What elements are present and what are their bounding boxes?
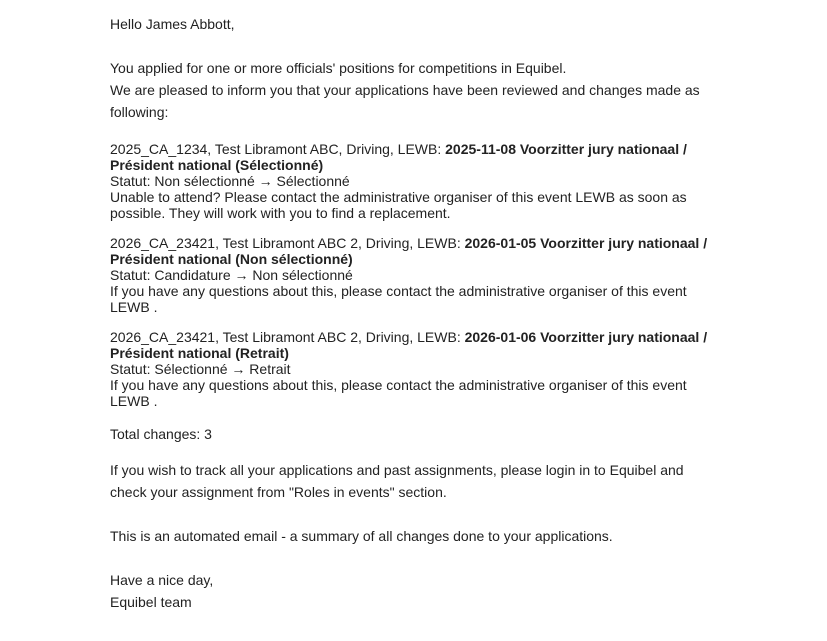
change-note: Unable to attend? Please contact the administrative organiser of this event LEWB as soon as possible. They will work with you to find a replacement.: [110, 189, 687, 221]
total-changes: Total changes: 3: [110, 426, 212, 442]
change-event: 2025_CA_1234, Test Libramont ABC, Driving, LEWB:: [110, 141, 446, 157]
change-item: [110, 235, 720, 315]
change-role: 2026-01-06 Voorzitter jury nationaal / Président national (Retrait): [110, 329, 708, 361]
change-role: 2026-01-05 Voorzitter jury nationaal / Président national (Non sélectionné): [110, 235, 708, 267]
tracking-info: If you wish to track all your applications and past assignments, please login in to Equibel and check your assignment from "Roles in events" section.: [110, 462, 684, 500]
change-note: If you have any questions about this, please contact the administrative organiser of this event LEWB .: [110, 283, 687, 315]
change-heading: [110, 141, 720, 173]
intro-paragraph: [110, 57, 720, 123]
closing: [110, 569, 720, 613]
change-note: If you have any questions about this, please contact the administrative organiser of this event LEWB .: [110, 377, 687, 409]
change-role: 2025-11-08 Voorzitter jury nationaal / Président national (Sélectionné): [110, 141, 687, 173]
intro-line-1: You applied for one or more officials' positions for competitions in Equibel.: [110, 60, 567, 76]
change-status: Statut: Sélectionné → Retrait: [110, 361, 291, 377]
change-item: [110, 329, 720, 409]
change-heading: [110, 235, 720, 267]
email-body: [110, 0, 720, 613]
signature: Equibel team: [110, 594, 192, 610]
intro-line-2: We are pleased to inform you that your applications have been reviewed and changes made as following:: [110, 82, 700, 120]
change-event: 2026_CA_23421, Test Libramont ABC 2, Driving, LEWB:: [110, 329, 465, 345]
change-status: Statut: Non sélectionné → Sélectionné: [110, 173, 350, 189]
automated-notice: This is an automated email - a summary of all changes done to your applications.: [110, 528, 613, 544]
change-item: [110, 141, 720, 221]
change-status: Statut: Candidature → Non sélectionné: [110, 267, 353, 283]
greeting: Hello James Abbott,: [110, 16, 235, 32]
change-event: 2026_CA_23421, Test Libramont ABC 2, Driving, LEWB:: [110, 235, 465, 251]
closing-line-1: Have a nice day,: [110, 572, 214, 588]
change-heading: [110, 329, 720, 361]
